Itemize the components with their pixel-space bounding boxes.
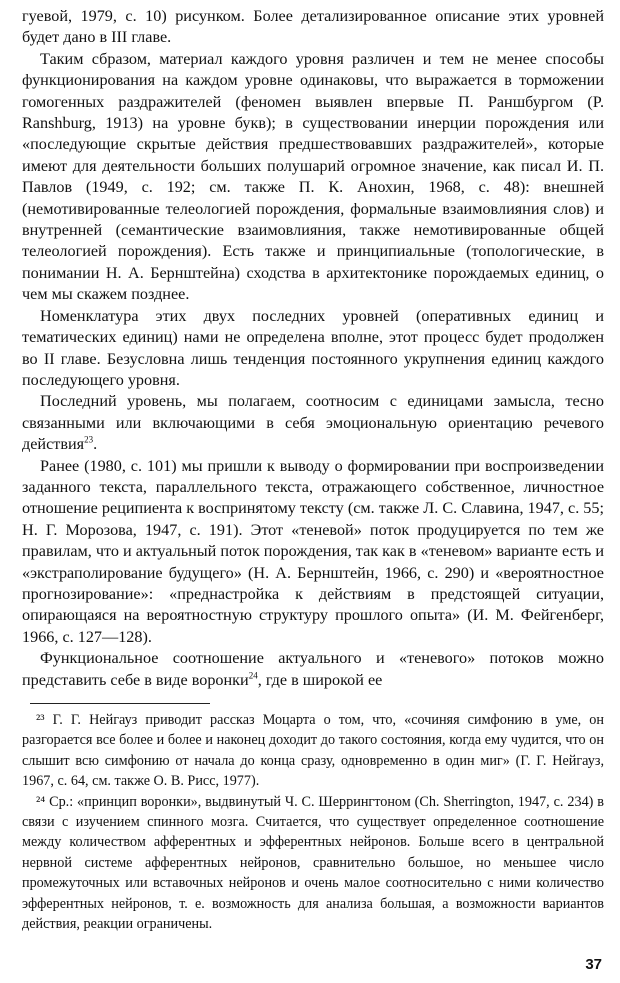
footnote-divider bbox=[30, 703, 210, 704]
paragraph-4-text: Последний уровень, мы полагаем, соотносим с единицами замысла, тесно связанными или включающими в себя эмоциональную ориентацию речевого действия bbox=[22, 392, 604, 454]
paragraph-1: гуевой, 1979, с. 10) рисунком. Более детализированное описание этих уровней будет дано в III главе. bbox=[22, 7, 604, 47]
paragraph-6 bbox=[22, 648, 604, 691]
paragraph-3: Номенклатура этих двух последних уровней (оперативных единиц и тематических единиц) нами не определена вполне, этот процесс будет продолжен во II главе. Безусловна лишь тенденция постоянного укрупнения единиц каждого последующего уровня. bbox=[22, 306, 604, 389]
paragraph-6-end: , где в широкой ее bbox=[257, 670, 383, 689]
paragraph-4 bbox=[22, 391, 604, 455]
footnote-ref-24: 24 bbox=[248, 670, 258, 681]
paragraph-6-text: Функциональное соотношение актуального и «теневого» потоков можно представить себе в виде воронки bbox=[22, 649, 604, 689]
paragraph-4-end: . bbox=[93, 435, 98, 454]
page-number: 37 bbox=[585, 956, 602, 973]
main-text bbox=[22, 6, 604, 691]
footnote-24: ²⁴ Ср.: «принцип воронки», выдвинутый Ч. С. Шеррингтоном (Ch. Sherrington, 1947, с. 234) в связи с изучением спинного мозга. Считается, что существует определенное соотношение между количеством афферентных и эфферентных нейронов. Больше всего в центральной нервной системе афферентных нейронов, сравнительно большое, но меньшее число промежуточных или вставочных нейронов и очень малое соотносительно с ними количество эфферентных нейронов, т. е. возможность для анализа большая, а возможности вариантов действия, реакции ограничены. bbox=[22, 793, 604, 933]
footnote-23: ²³ Г. Г. Нейгауз приводит рассказ Моцарта о том, что, «сочиняя симфонию в уме, он разгорается все более и более и наконец доходит до такого состояния, когда ему чудится, что он слышит всю симфонию от начала до конца сразу, одновременно в один миг» (Г. Г. Нейгауз, 1967, с. 64, см. также О. В. Рисс, 1977). bbox=[22, 712, 604, 790]
footnote-ref-23: 23 bbox=[84, 434, 94, 445]
paragraph-2: Таким сбразом, материал каждого уровня различен и тем не менее способы функционирования на каждом уровне одинаковы, что выражается в торможении гомогенных раздражителей (феномен выявлен впервые П. Раншбургом (P. Ranshburg, 1913) на уровне букв); в существовании инерции порождения или «последующие скрытые действия предшествовавших раздражителей», которые имеют для деятельности больших полушарий огромное значение, как писал И. П. Павлов (1949, с. 192; см. также П. К. Анохин, 1968, с. 48): внешней (немотивированные телеологией порождения, формальные взаимовлияния слов) и внутренней (семантические взаимовлияния, также немотивированные общей телеологией порождения). Есть также и принципиальные (топологические, в понимании Н. А. Бернштейна) сходства в архитектонике порождаемых единиц, о чем мы скажем позднее. bbox=[22, 49, 604, 304]
footnotes bbox=[22, 710, 604, 934]
paragraph-5: Ранее (1980, с. 101) мы пришли к выводу о формировании при воспроизведении заданного текста, параллельного текста, отражающего собственное, личностное отношение реципиента к воспринятому тексту (см. также Л. С. Славина, 1947, с. 55; Н. Г. Морозова, 1947, с. 191). Этот «теневой» поток продуцируется по тем же правилам, что и актуальный поток порождения, так как в «теневом» варианте есть и «экстраполирование будущего» (Н. А. Бернштейн, 1966, с. 290) и «вероятностное прогнозирование»: «преднастройка к действиям в предстоящей ситуации, опирающаяся на вероятностную структуру прошлого опыта» (И. М. Фейгенберг, 1966, с. 127—128). bbox=[22, 456, 604, 646]
